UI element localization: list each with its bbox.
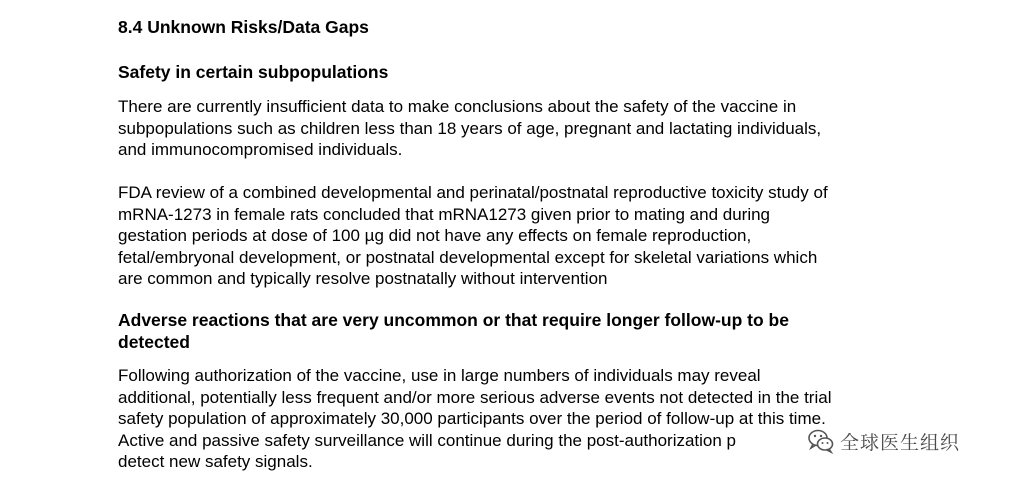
fda-review-paragraph bbox=[118, 182, 828, 290]
paragraph-line: There are currently insufficient data to make conclusions about the safety of the vaccine in bbox=[118, 97, 797, 116]
watermark bbox=[806, 426, 960, 456]
subpopulations-paragraph bbox=[118, 96, 821, 161]
section-heading: 8.4 Unknown Risks/Data Gaps bbox=[118, 17, 369, 37]
paragraph-line: detect new safety signals. bbox=[118, 452, 313, 471]
subpopulations-heading: Safety in certain subpopulations bbox=[118, 62, 389, 82]
paragraph-line: fetal/embryonal development, or postnatal developmental except for skeletal variations which bbox=[118, 247, 818, 267]
heading-line: Adverse reactions that are very uncommon or that require longer follow-up to be bbox=[118, 310, 789, 330]
paragraph-line: and immunocompromised individuals. bbox=[118, 140, 403, 159]
paragraph-line: subpopulations such as children less than 18 years of age, pregnant and lactating individuals, bbox=[118, 118, 822, 138]
paragraph-line: Active and passive safety surveillance will continue during the post-authorization p bbox=[118, 430, 737, 450]
wechat-icon bbox=[806, 426, 836, 456]
adverse-reactions-paragraph bbox=[118, 365, 831, 473]
heading-line: detected bbox=[118, 332, 190, 352]
paragraph-line: FDA review of a combined developmental and perinatal/postnatal reproductive toxicity study of bbox=[118, 183, 828, 202]
watermark-text: 全球医生组织 bbox=[840, 431, 961, 454]
paragraph-line: safety population of approximately 30,000 participants over the period of follow-up at this time. bbox=[118, 409, 826, 428]
paragraph-line: gestation periods at dose of 100 µg did not have any effects on female reproduction, bbox=[118, 226, 752, 245]
adverse-reactions-heading bbox=[118, 309, 789, 353]
paragraph-line: Following authorization of the vaccine, use in large numbers of individuals may reveal bbox=[118, 366, 761, 385]
paragraph-line: mRNA-1273 in female rats concluded that mRNA1273 given prior to mating and during bbox=[118, 204, 771, 224]
paragraph-line: are common and typically resolve postnatally without intervention bbox=[118, 269, 608, 288]
paragraph-line: additional, potentially less frequent and/or more serious adverse events not detected in the trial bbox=[118, 387, 832, 407]
